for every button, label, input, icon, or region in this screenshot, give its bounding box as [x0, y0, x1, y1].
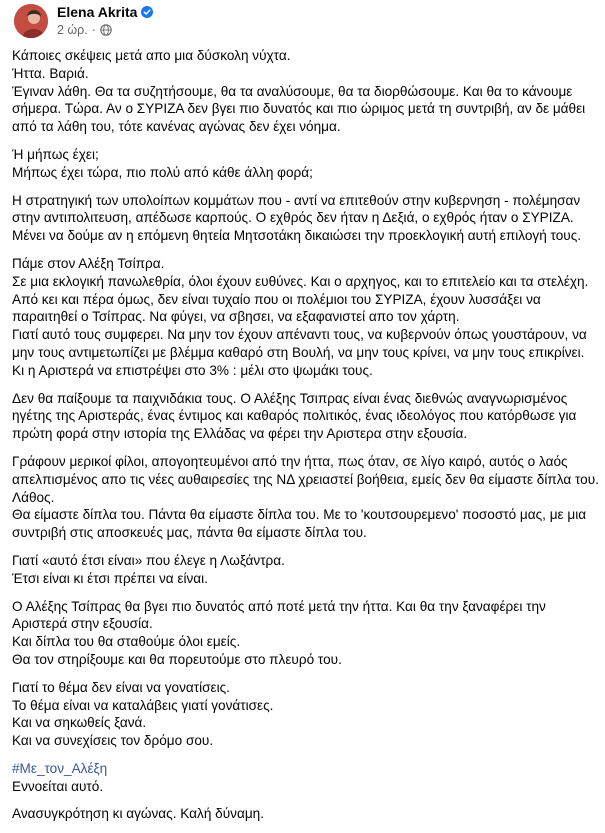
paragraph — [12, 146, 597, 182]
author-line — [57, 3, 153, 21]
text-line: πρώτη φορά στην ιστορία της Ελλάδας να φέρει την Αριστερα στην εξουσία. — [12, 426, 468, 442]
text-line: Γιατί «αυτό έτσι είναι» που έλεγε η Λωξάντρα. — [12, 552, 285, 568]
text-line: Από κει και πέρα όμως, δεν είναι τυχαίο που οι πολέμιοι του ΣΥΡΙΖΑ, έχουν λυσσάξει να — [12, 291, 541, 307]
text-line: Και δίπλα του θα σταθούμε όλοι εμείς. — [12, 634, 241, 650]
text-line: Και να συνεχίσεις τον δρόμο σου. — [12, 733, 214, 749]
meta-separator: · — [91, 23, 96, 37]
text-line: Η στρατηγική των υπολοίπων κομμάτων που - αντί να επιτεθούν στην κυβερνηση - πολέμησαν — [12, 192, 581, 208]
text-line: Μήπως έχει τώρα, πιο πολύ από κάθε άλλη φορά; — [12, 164, 313, 180]
paragraph — [12, 679, 597, 750]
text-line: Το θέμα είναι να καταλάβεις γιατί γονάτισες. — [12, 697, 274, 713]
text-line: Γιατί αυτό τους συμφερει. Να μην τον έχουν απέναντι τους, να κυβερνούν όπως γουστάρουν, να — [12, 327, 587, 343]
text-line: από τα λάθη του, τότε κανένας αγώνας δεν έχει νόημα. — [12, 119, 341, 135]
text-line: Αριστερά στην εξουσία. — [12, 616, 153, 632]
text-line: παραιτηθεί ο Τσίπρας. Να φύγει, να σβησει, να εξαφανιστεί απο τον χάρτη. — [12, 309, 460, 325]
text-line: Ο Αλέξης Τσίπρας θα βγει πιο δυνατός από ποτέ μετά την ήττα. Και θα την ξαναφέρει την — [12, 598, 546, 614]
author-name[interactable]: Elena Akrita — [57, 4, 138, 20]
text-line: μην τους αντιμετωπίζει με βλέμμα καθαρό στη Βουλή, να μην τους κρίνει, να μην τους επικρίνει. — [12, 344, 585, 360]
paragraph — [12, 552, 597, 588]
text-line: Γιατί το θέμα δεν είναι να γονατίσεις. — [12, 679, 230, 695]
author-avatar[interactable] — [14, 4, 48, 38]
text-line: Δεν θα παίξουμε τα παιχνιδάκια τους. Ο Αλέξης Τσιπρας είναι ένας διεθνώς αναγνωρισμένος — [12, 390, 568, 406]
paragraph — [12, 47, 597, 136]
text-line: Ανασυγκρότηση κι αγώνας. Καλή δύναμη. — [12, 806, 264, 822]
closing-paragraph — [12, 805, 597, 823]
avatar-image — [14, 4, 48, 38]
text-line: Μένει να δούμε αν η επόμενη θητεία Μητσοτάκη δικαιώσει την προεκλογική αυτή επιλογή τους. — [12, 228, 582, 244]
verified-badge-icon — [141, 6, 153, 18]
hashtag-paragraph — [12, 760, 597, 796]
paragraph — [12, 390, 597, 443]
text-line: Ήττα. Βαριά. — [12, 65, 89, 81]
hashtag-link[interactable]: #Με_τον_Αλέξη — [12, 760, 108, 776]
text-line: σήμερα. Τώρα. Αν ο ΣΥΡΙΖΑ δεν βγει πιο δυνατός και πιο ώριμος μετά τη συντριβή, αν δε μάθει — [12, 101, 586, 117]
text-line: Λάθος. — [12, 489, 55, 505]
text-line: Κι η Αριστερά να επιστρέψει στο 3% : μέλι στο ψωμάκι τους. — [12, 362, 373, 378]
text-line: Γράφουν μερικοί φίλοι, απογοητευμένοι από την ήττα, πως όταν, σε λίγο καιρό, αυτός ο λαός — [12, 453, 568, 469]
text-line: Έγιναν λάθη. Θα τα συζητήσουμε, θα τα αναλύσουμε, θα τα διορθώσουμε. Και θα το κάνουμε — [12, 83, 573, 99]
paragraph — [12, 598, 597, 669]
paragraph — [12, 192, 597, 245]
post-timestamp[interactable]: 2 ώρ. — [57, 23, 88, 37]
text-line: στην αντιπολιτευση, απέδωσε καρπούς. Ο εχθρός δεν ήταν η Δεξιά, ο εχθρός ήταν ο ΣΥΡΙΖΑ. — [12, 210, 574, 226]
post-body — [12, 47, 597, 833]
paragraph — [12, 453, 597, 542]
text-line: Κάποιες σκέψεις μετά απο μια δύσκολη νύχτα. — [12, 48, 291, 63]
text-line: Ή μήπως έχει; — [12, 146, 99, 162]
text-line: Και να σηκωθείς ξανά. — [12, 715, 147, 731]
text-line: συντριβή στις αποσκευές μας, πάντα θα είμαστε δίπλα του. — [12, 525, 367, 541]
post-meta — [57, 22, 112, 38]
text-line: ηγέτης της Αριστεράς, ένας έντιμος και καθαρός πολιτικός, ένας ιδεολόγος που κατόρθωσε για — [12, 408, 577, 424]
globe-icon[interactable] — [100, 24, 112, 36]
text-line: απελπισμένος απο τις νέες αυθαιρεσίες της ΝΔ χρειαστεί βοήθεια, εμείς δεν θα είμαστε δίπλα του. — [12, 471, 599, 487]
text-line: Θα τον στηρίξουμε και θα πορευτούμε στο πλευρό του. — [12, 651, 342, 667]
text-line: Πάμε στον Αλέξη Τσίπρα. — [12, 255, 165, 271]
text-line: Έτσι είναι κι έτσι πρέπει να είναι. — [12, 570, 208, 586]
text-line: Σε μια εκλογική πανωλεθρία, όλοι έχουν ευθύνες. Και ο αρχηγος, και το επιτελείο και τα στελέχη. — [12, 273, 589, 289]
text-line: Εννοείται αυτό. — [12, 778, 104, 794]
post-header — [14, 2, 594, 40]
paragraph — [12, 255, 597, 380]
text-line: Θα είμαστε δίπλα του. Πάντα θα είμαστε δίπλα του. Με το 'κουτσουρεμενο' ποσοστό μας, με μια — [12, 507, 587, 523]
